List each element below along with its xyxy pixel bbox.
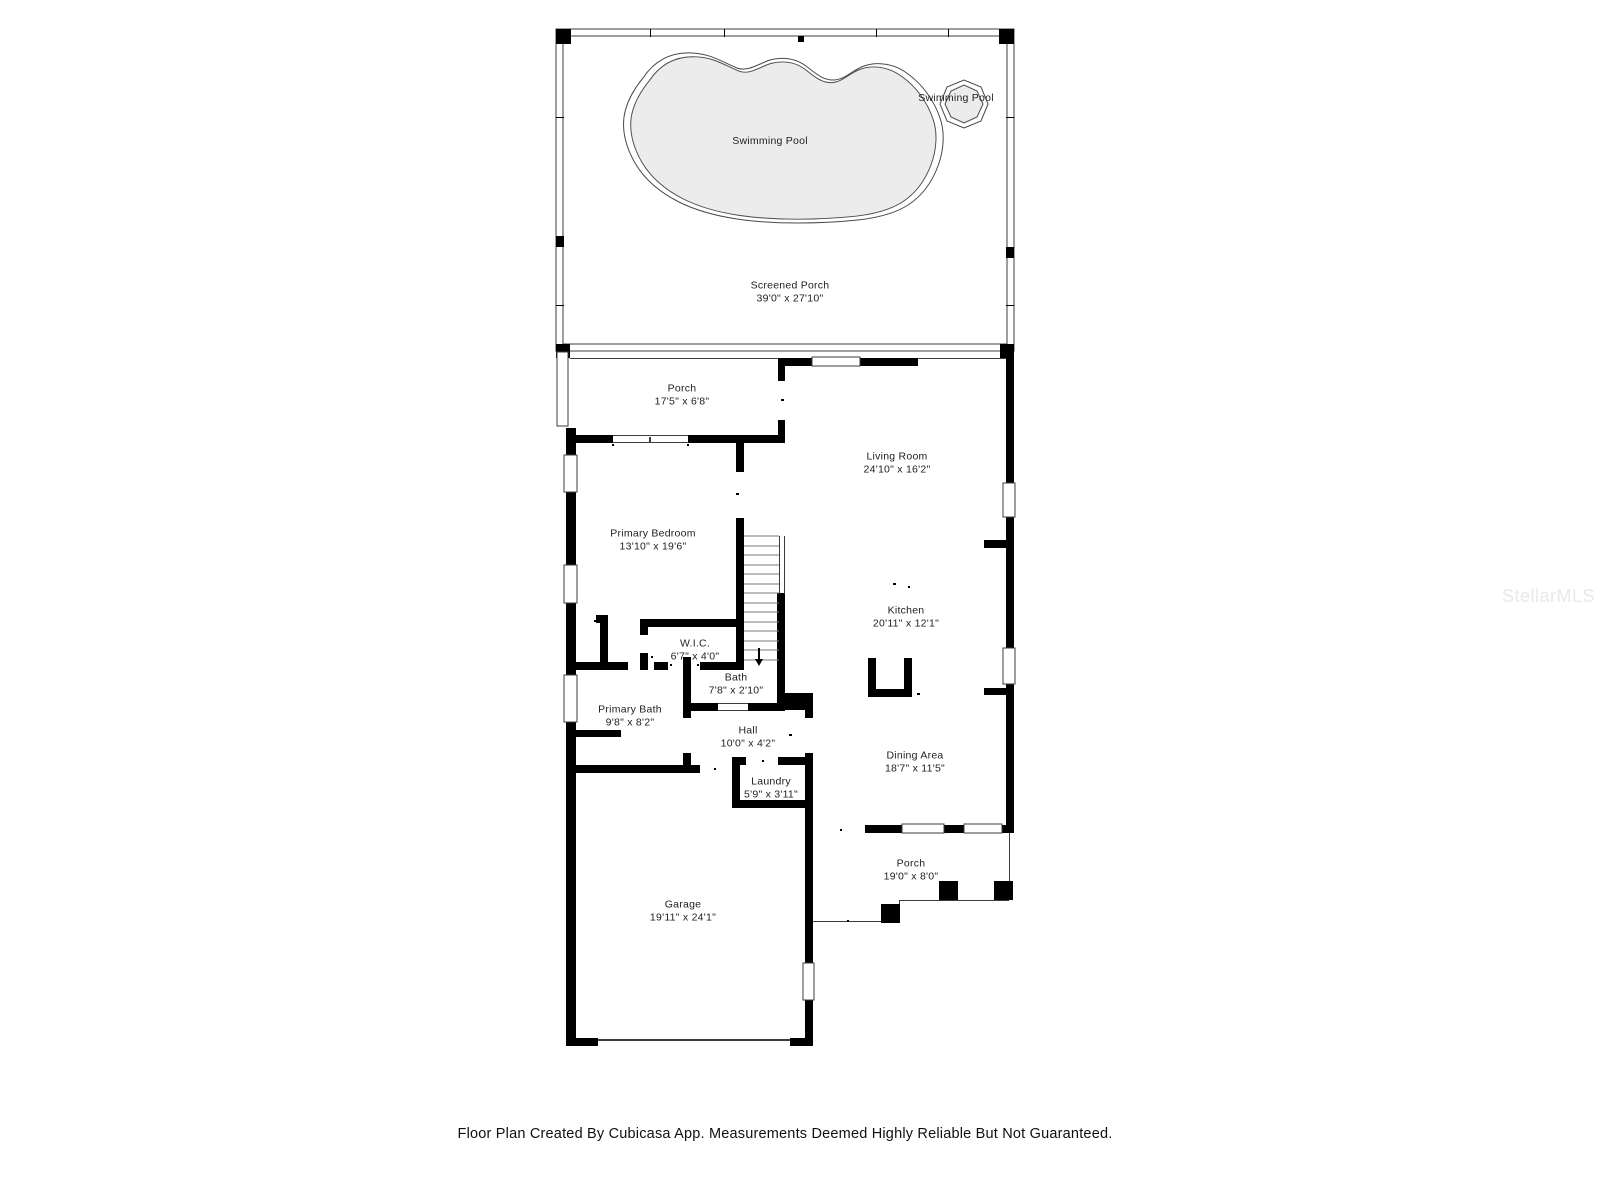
footer-disclaimer: Floor Plan Created By Cubicasa App. Measurements Deemed Highly Reliable But Not Guaranteed. bbox=[457, 1126, 1113, 1142]
room-dims: 6'7" x 4'0" bbox=[670, 650, 720, 662]
room-label-primary-bedroom bbox=[610, 528, 695, 553]
room-label-living-room bbox=[864, 451, 931, 476]
room-dims: 19'0" x 8'0" bbox=[883, 870, 939, 882]
room-label-dining-area bbox=[885, 750, 945, 775]
room-label-garage bbox=[650, 899, 716, 924]
room-dims: 19'11" x 24'1" bbox=[649, 911, 717, 923]
room-label-kitchen bbox=[873, 605, 939, 630]
room-name: Kitchen bbox=[887, 604, 925, 617]
room-dims: 20'11" x 12'1" bbox=[872, 617, 940, 629]
room-name: Garage bbox=[664, 898, 702, 911]
room-dims: 39'0" x 27'10" bbox=[756, 292, 824, 304]
room-label-bath bbox=[709, 672, 764, 697]
room-dims: 17'5" x 6'8" bbox=[654, 395, 710, 407]
room-name: Porch bbox=[667, 382, 697, 395]
room-name: W.I.C. bbox=[679, 637, 711, 650]
stellar-mls-watermark: StellarMLS bbox=[1502, 586, 1596, 606]
room-label-hall bbox=[721, 725, 776, 750]
windows bbox=[557, 352, 1015, 1000]
room-label-laundry bbox=[744, 776, 798, 801]
pool-label-large: Swimming Pool bbox=[732, 134, 808, 147]
porch-posts bbox=[881, 881, 1013, 923]
house-walls bbox=[566, 358, 1014, 1046]
room-label-primary-bath bbox=[598, 704, 662, 729]
room-name: Dining Area bbox=[886, 749, 944, 762]
stair-direction-arrow bbox=[755, 648, 763, 666]
room-name: Living Room bbox=[866, 450, 928, 463]
room-dims: 24'10" x 16'2" bbox=[863, 463, 931, 475]
room-name: Hall bbox=[738, 724, 758, 737]
room-label-wic bbox=[671, 638, 720, 663]
room-name: Bath bbox=[724, 671, 748, 684]
room-label-screened-porch bbox=[751, 280, 830, 305]
room-dims: 5'9" x 3'11" bbox=[744, 788, 798, 800]
room-label-porch-upper bbox=[655, 383, 710, 408]
room-name: Primary Bath bbox=[598, 703, 662, 716]
room-name: Primary Bedroom bbox=[610, 527, 696, 540]
room-dims: 13'10" x 19'6" bbox=[619, 540, 687, 552]
room-dims: 18'7" x 11'5" bbox=[884, 762, 946, 774]
room-dims: 9'8" x 8'2" bbox=[605, 716, 655, 728]
room-dims: 10'0" x 4'2" bbox=[720, 737, 776, 749]
room-name: Screened Porch bbox=[750, 279, 830, 292]
room-dims: 7'8" x 2'10" bbox=[708, 684, 764, 696]
pool-label-small: Swimming Pool bbox=[918, 91, 994, 104]
room-name: Laundry bbox=[751, 775, 791, 788]
room-label-porch-lower bbox=[884, 858, 939, 883]
room-name: Porch bbox=[896, 857, 926, 870]
